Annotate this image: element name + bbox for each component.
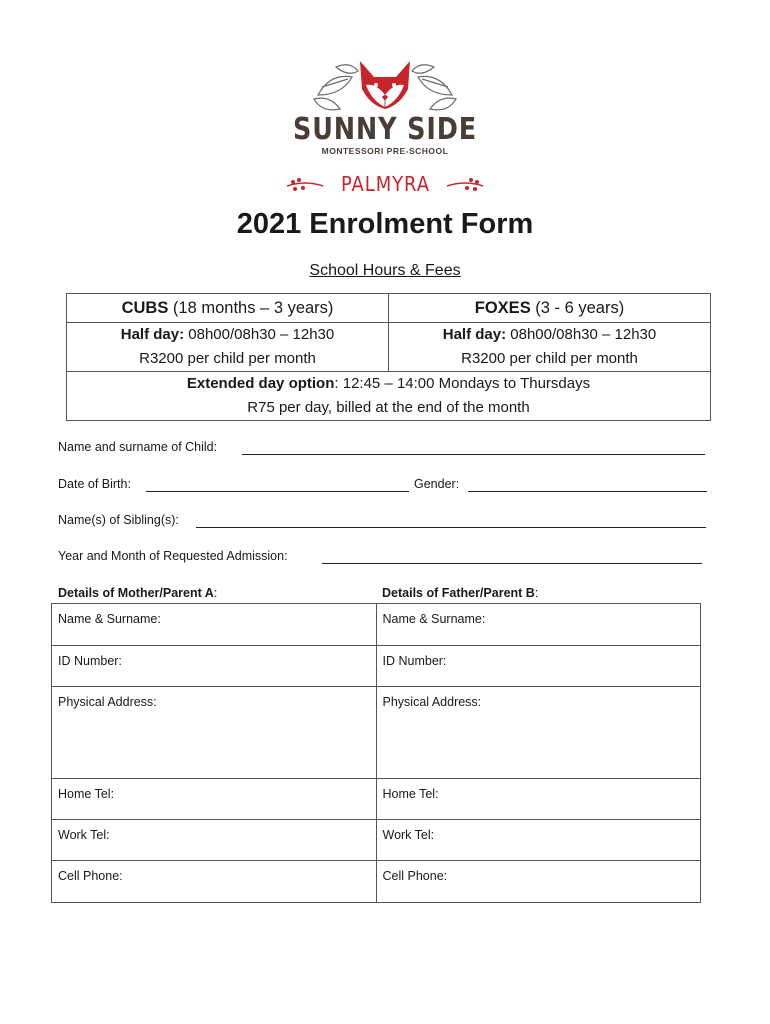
cubs-half-label: Half day: <box>120 326 185 343</box>
foxes-details <box>389 323 711 372</box>
parent-b-address-cell[interactable] <box>376 687 701 779</box>
foxes-name: FOXES <box>474 298 531 317</box>
field-label: ID Number: <box>58 654 122 668</box>
parent-b-heading: Details of Father/Parent B: <box>382 586 539 600</box>
siblings-field[interactable] <box>196 527 706 528</box>
foxes-header <box>389 294 711 323</box>
field-label: Work Tel: <box>382 828 435 842</box>
page-title: 2021 Enrolment Form <box>236 208 534 240</box>
brand-name: SUNNY SIDE <box>292 112 478 147</box>
parents-table <box>51 603 701 903</box>
extended-day <box>67 372 711 421</box>
field-label: Cell Phone: <box>58 869 123 883</box>
field-label: Work Tel: <box>58 828 110 842</box>
fees-table <box>66 293 711 421</box>
parent-a-heading: Details of Mother/Parent A: <box>58 586 218 600</box>
parent-b-cell-phone-cell[interactable] <box>376 861 701 903</box>
brand-subtitle: MONTESSORI PRE-SCHOOL <box>321 146 449 156</box>
admission-label: Year and Month of Requested Admission: <box>58 549 288 563</box>
campus-name: PALMYRA <box>340 172 430 196</box>
field-label: Name & Surname: <box>58 612 161 626</box>
cubs-name: CUBS <box>121 298 169 317</box>
cubs-price: R3200 per child per month <box>139 350 316 367</box>
field-label: Physical Address: <box>58 695 157 709</box>
field-label: Cell Phone: <box>382 869 448 883</box>
cubs-age: (18 months – 3 years) <box>168 298 334 317</box>
parent-a-work-tel-cell[interactable] <box>52 820 377 861</box>
admission-field[interactable] <box>322 563 702 564</box>
extended-time: : 12:45 – 14:00 Mondays to Thursdays <box>334 375 591 392</box>
foxes-half-time: 08h00/08h30 – 12h30 <box>506 326 657 343</box>
parent-b-work-tel-cell[interactable] <box>376 820 701 861</box>
parent-a-home-tel-cell[interactable] <box>52 779 377 820</box>
siblings-label: Name(s) of Sibling(s): <box>58 513 179 527</box>
cubs-half-time: 08h00/08h30 – 12h30 <box>184 326 335 343</box>
foxes-age: (3 - 6 years) <box>530 298 625 317</box>
field-label: Name & Surname: <box>382 612 486 626</box>
page-subtitle: School Hours & Fees <box>309 262 461 279</box>
foxes-half-label: Half day: <box>442 326 507 343</box>
parent-a-id-cell[interactable] <box>52 646 377 687</box>
parent-a-address-cell[interactable] <box>52 687 377 779</box>
extended-price: R75 per day, billed at the end of the month <box>247 399 530 416</box>
gender-field[interactable] <box>468 491 707 492</box>
leaf-sprig-icon <box>285 176 325 192</box>
field-label: ID Number: <box>382 654 447 668</box>
cubs-header <box>67 294 389 323</box>
gender-label: Gender: <box>414 477 460 491</box>
leaf-sprig-icon <box>445 176 485 192</box>
field-label: Home Tel: <box>58 787 115 801</box>
foxes-price: R3200 per child per month <box>461 350 638 367</box>
parent-b-id-cell[interactable] <box>376 646 701 687</box>
dob-label: Date of Birth: <box>58 477 131 491</box>
parent-a-cell-phone-cell[interactable] <box>52 861 377 903</box>
cubs-details <box>67 323 389 372</box>
parent-b-home-tel-cell[interactable] <box>376 779 701 820</box>
parent-a-name-cell[interactable] <box>52 604 377 646</box>
dob-field[interactable] <box>146 491 409 492</box>
field-label: Home Tel: <box>382 787 439 801</box>
field-label: Physical Address: <box>382 695 482 709</box>
extended-label: Extended day option <box>186 375 335 392</box>
child-name-field[interactable] <box>242 454 705 455</box>
parent-b-name-cell[interactable] <box>376 604 701 646</box>
child-name-label: Name and surname of Child: <box>58 440 218 454</box>
campus-banner <box>0 172 770 196</box>
